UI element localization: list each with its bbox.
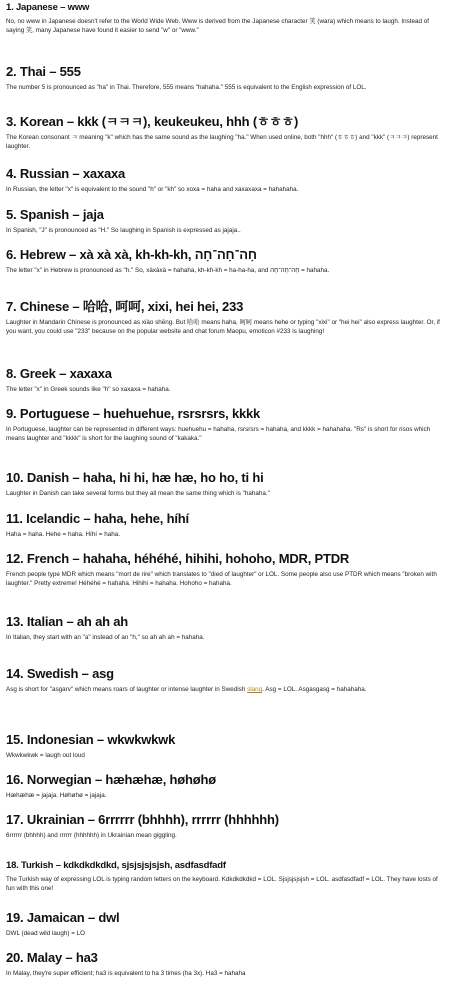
entry-title: 13. Italian – ah ah ah <box>6 614 129 629</box>
entry-title: 19. Jamaican – dwl <box>6 910 120 925</box>
entry-body: In Spanish, "J" is pronounced as "H." So laughing in Spanish is expressed as jajaja.. <box>6 227 241 234</box>
entry-body <box>6 685 448 694</box>
entry-title: 9. Portuguese – huehuehue, rsrsrsrs, kkkk <box>6 406 261 421</box>
entry-body: DWL (dead wild laugh) = LO <box>6 930 86 937</box>
entry-title: 17. Ukrainian – 6rrrrrr (bhhhh), rrrrrr (hhhhhh) <box>6 812 279 827</box>
entry-title: 2. Thai – 555 <box>6 64 81 79</box>
entry-hebrew <box>6 247 448 275</box>
entry-swedish <box>6 666 448 694</box>
entry-greek <box>6 366 448 394</box>
entry-turkish <box>6 860 448 893</box>
entry-ukrainian <box>6 812 448 840</box>
entry-title: 12. French – hahaha, héhéhé, hihihi, hohoho, MDR, PTDR <box>6 551 350 566</box>
slang-link[interactable]: slang <box>247 686 263 693</box>
entry-body: In Italian, they start with an "a" instead of an "h," so ah ah ah = hahaha. <box>6 634 205 641</box>
entry-title: 15. Indonesian – wkwkwkwk <box>6 732 176 747</box>
entry-italian <box>6 614 448 642</box>
entry-norwegian <box>6 772 448 800</box>
entry-chinese <box>6 299 448 336</box>
body-text: Asg is short for "asgarv" which means roars of laughter or intense laughter in Swedish <box>6 686 248 693</box>
entry-body: Wkwkwkwk = laugh out loud <box>6 752 85 759</box>
entry-thai <box>6 64 448 92</box>
entry-body: The number 5 is pronounced as "ha" in Thai. Therefore, 555 means "hahaha." 555 is equivalent to the English expression of LOL. <box>6 84 367 91</box>
entry-body: In Malay, they're super efficient; ha3 is equivalent to ha 3 times (ha 3x). Ha3 = hahaha <box>6 970 246 977</box>
entry-title: 6. Hebrew – xà xà xà, kh-kh-kh, חָה־חָה־חָה <box>6 247 257 262</box>
entry-japanese <box>6 2 448 35</box>
entry-icelandic <box>6 511 448 539</box>
entry-spanish <box>6 207 448 235</box>
entry-title: 8. Greek – xaxaxa <box>6 366 112 381</box>
entry-title: 4. Russian – xaxaxa <box>6 166 126 181</box>
entry-malay <box>6 950 448 978</box>
entry-korean <box>6 114 448 151</box>
entry-title: 1. Japanese – www <box>6 2 90 13</box>
entry-title: 16. Norwegian – hæhæhæ, høhøhø <box>6 772 216 787</box>
entry-title: 5. Spanish – jaja <box>6 207 104 222</box>
entry-title: 3. Korean – kkk (ㅋㅋㅋ), keukeukeu, hhh (ㅎㅎㅎ) <box>6 114 299 129</box>
entry-title: 18. Turkish – kdkdkdkdkd, sjsjsjsjsjsh, asdfasdfadf <box>6 860 226 871</box>
entry-indonesian <box>6 732 448 760</box>
entry-title: 10. Danish – haha, hi hi, hæ hæ, ho ho, ti hi <box>6 470 264 485</box>
entry-french <box>6 551 448 588</box>
entry-body: French people type MDR which means "mort de rire" which translates to "died of laughter" or LOL. Some people also use PTDR which means "broken with laughter." Pretty extreme! Héhéhé = hahaha. Hihihi = hahaha. Hohoho = hahaha. <box>6 571 437 587</box>
entry-body: The Turkish way of expressing LOL is typing random letters on the keyboard. Kdkdkdkdkd = LOL. Sjsjsjsjsjsh = LOL. asdfasdfadf = LOL. They have losts of fun with this one! <box>6 876 438 892</box>
entry-jamaican <box>6 910 448 938</box>
entry-body: In Russian, the letter "x" is equivalent to the sound "h" or "kh" so xoxa = haha and xaxaxaxa = hahahaha. <box>6 186 299 193</box>
entry-russian <box>6 166 448 194</box>
entry-body: 6rrrrrr (bhhhh) and rrrrrr (hhhhhh) in Ukrainian mean giggling. <box>6 832 177 839</box>
entry-body: The Korean consonant ㅋ meaning "k" which has the same sound as the laughing "ha." When used online, both "hhh" (ㅎㅎㅎ) and "kkk" (ㅋㅋㅋ) represent laughter. <box>6 134 438 150</box>
entry-body: In Portuguese, laughter can be represented in different ways: huehuehu = hahaha, rsrsrsrs = hahaha, and kkkk = hahahaha. "Rs" is short for risos which means laughter and "kkkk" is short for the laughing sound of "kakaka." <box>6 426 431 442</box>
entry-body: Laughter in Mandarin Chinese is pronounced as xiào shēng. But 哈哈 means haha, 呵呵 means hehe or typing "xixi" or "hei hei" also express laughter. Or, if you want, you could use "233" because on the popular website and chat forum Maopu, emoticon #233 is laughing! <box>6 319 440 335</box>
body-text: . Asg = LOL. Asgasgasg = hahahaha. <box>262 686 367 693</box>
entry-title: 7. Chinese – 哈哈, 呵呵, xixi, hei hei, 233 <box>6 299 244 314</box>
entry-title: 11. Icelandic – haha, hehe, híhí <box>6 511 189 526</box>
entry-body: Hæhæhæ = jajaja. Høhøhø = jajaja. <box>6 792 107 799</box>
entry-title: 20. Malay – ha3 <box>6 950 98 965</box>
entry-body: Haha = haha. Hehe = haha. Híhí = haha. <box>6 531 120 538</box>
entry-body: No, no www in Japanese doesn't refer to the World Wide Web. Www is derived from the Japanese character 笑 (wara) which means to laugh. Instead of saying 笑, many Japanese have found it easier to send "w" or "www." <box>6 18 430 34</box>
entry-body: The letter "x" in Greek sounds like "h" so xaxaxa = hahaha. <box>6 386 171 393</box>
entry-title: 14. Swedish – asg <box>6 666 114 681</box>
entry-body: Laughter in Danish can take several forms but they all mean the same thing which is "hahaha." <box>6 490 270 497</box>
entry-body: The letter "x" in Hebrew is pronounced as "h." So, xàxàxà = hahaha, kh-kh-kh = ha-ha-ha, and חָה־חָה־חָה = hahaha. <box>6 267 330 274</box>
entry-portuguese <box>6 406 448 443</box>
entry-danish <box>6 470 448 498</box>
